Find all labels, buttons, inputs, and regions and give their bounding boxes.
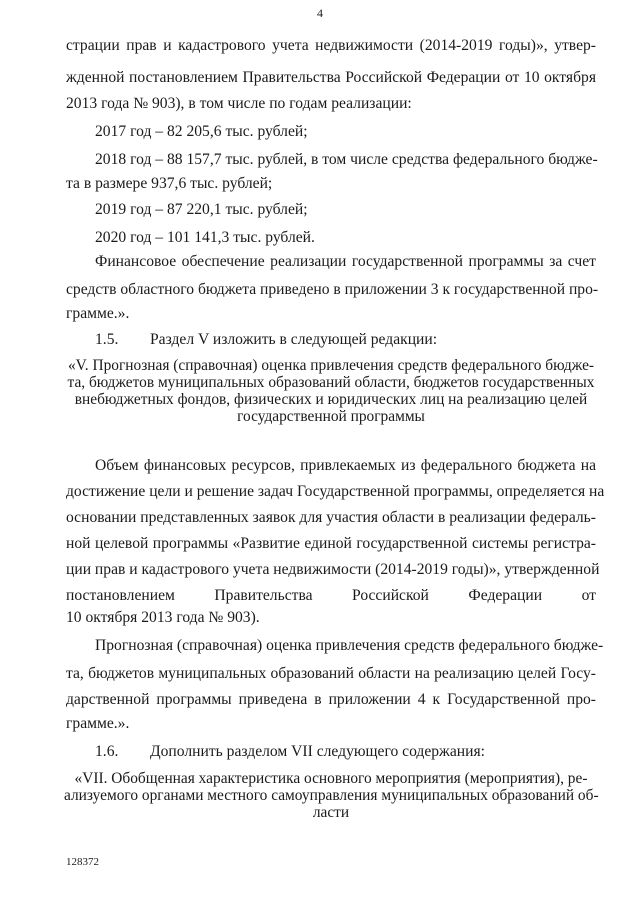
year-2018-line-1: 2018 год – 88 157,7 тыс. рублей, в том числе средства федерального бюдже- xyxy=(95,151,598,168)
section-v-heading-line-3: внебюджетных фондов, физических и юридических лиц на реализацию целей xyxy=(74,391,588,408)
paragraph-3-line-7: 10 октября 2013 года № 903). xyxy=(66,609,260,626)
section-vii-heading-line-3: ласти xyxy=(312,804,350,821)
page-number: 4 xyxy=(317,6,323,20)
section-v-heading-line-1: «V. Прогнозная (справочная) оценка привлечения средств федерального бюдже- xyxy=(67,357,595,374)
year-2020-line: 2020 год – 101 141,3 тыс. рублей. xyxy=(95,229,315,246)
year-2017-line: 2017 год – 82 205,6 тыс. рублей; xyxy=(95,123,308,140)
paragraph-3-line-2: достижение цели и решение задач Государственной программы, определяется на xyxy=(66,483,605,500)
paragraph-2-line-3: грамме.». xyxy=(66,305,130,322)
paragraph-1-line-2: жденной постановлением Правительства Российской Федерации от 10 октября xyxy=(66,69,596,86)
section-v-heading xyxy=(64,357,598,425)
paragraph-3-line-5: ции прав и кадастрового учета недвижимости (2014-2019 годы)», утвержденной xyxy=(66,561,600,578)
paragraph-4-line-1: Прогнозная (справочная) оценка привлечения средств федерального бюдже- xyxy=(95,637,604,654)
section-v-heading-line-2: та, бюджетов муниципальных образований области, бюджетов государственных xyxy=(67,374,595,391)
section-vii-heading xyxy=(64,770,598,821)
paragraph-4-line-2: та, бюджетов муниципальных образований области на реализацию целей Госу- xyxy=(66,665,596,682)
paragraph-3-line-4: ной целевой программы «Развитие единой государственной системы регистра- xyxy=(66,535,596,552)
item-1-6-number: 1.6. xyxy=(95,743,119,760)
paragraph-3-line-6: постановлением Правительства Российской Федерации от xyxy=(66,587,596,604)
year-2018-line-2: та в размере 937,6 тыс. рублей; xyxy=(66,175,273,192)
paragraph-3-line-1: Объем финансовых ресурсов, привлекаемых из федерального бюджета на xyxy=(95,457,596,474)
section-v-heading-line-4: государственной программы xyxy=(237,408,425,425)
section-vii-heading-line-2: ализуемого органами местного самоуправления муниципальных образований об- xyxy=(64,787,599,804)
section-vii-heading-line-1: «VII. Обобщенная характеристика основного мероприятия (мероприятия), ре- xyxy=(74,770,588,787)
paragraph-2-line-2: средств областного бюджета приведено в приложении 3 к государственной про- xyxy=(66,281,599,298)
item-1-6-text: Дополнить разделом VII следующего содержания: xyxy=(150,743,485,760)
paragraph-2-line-1: Финансовое обеспечение реализации государственной программы за счет xyxy=(95,253,596,270)
year-2019-line: 2019 год – 87 220,1 тыс. рублей; xyxy=(95,201,308,218)
footer-document-code: 128372 xyxy=(66,856,99,868)
paragraph-1-line-1: страции прав и кадастрового учета недвижимости (2014-2019 годы)», утвер- xyxy=(66,37,596,54)
paragraph-3-line-3: основании представленных заявок для участия области в реализации федераль- xyxy=(66,509,596,526)
item-1-5-text: Раздел V изложить в следующей редакции: xyxy=(150,331,438,348)
paragraph-4-line-3: дарственной программы приведена в приложении 4 к Государственной про- xyxy=(66,691,596,708)
item-1-5-number: 1.5. xyxy=(95,331,119,348)
paragraph-4-line-4: грамме.». xyxy=(66,715,130,732)
paragraph-1-line-3: 2013 года № 903), в том числе по годам реализации: xyxy=(66,95,412,112)
